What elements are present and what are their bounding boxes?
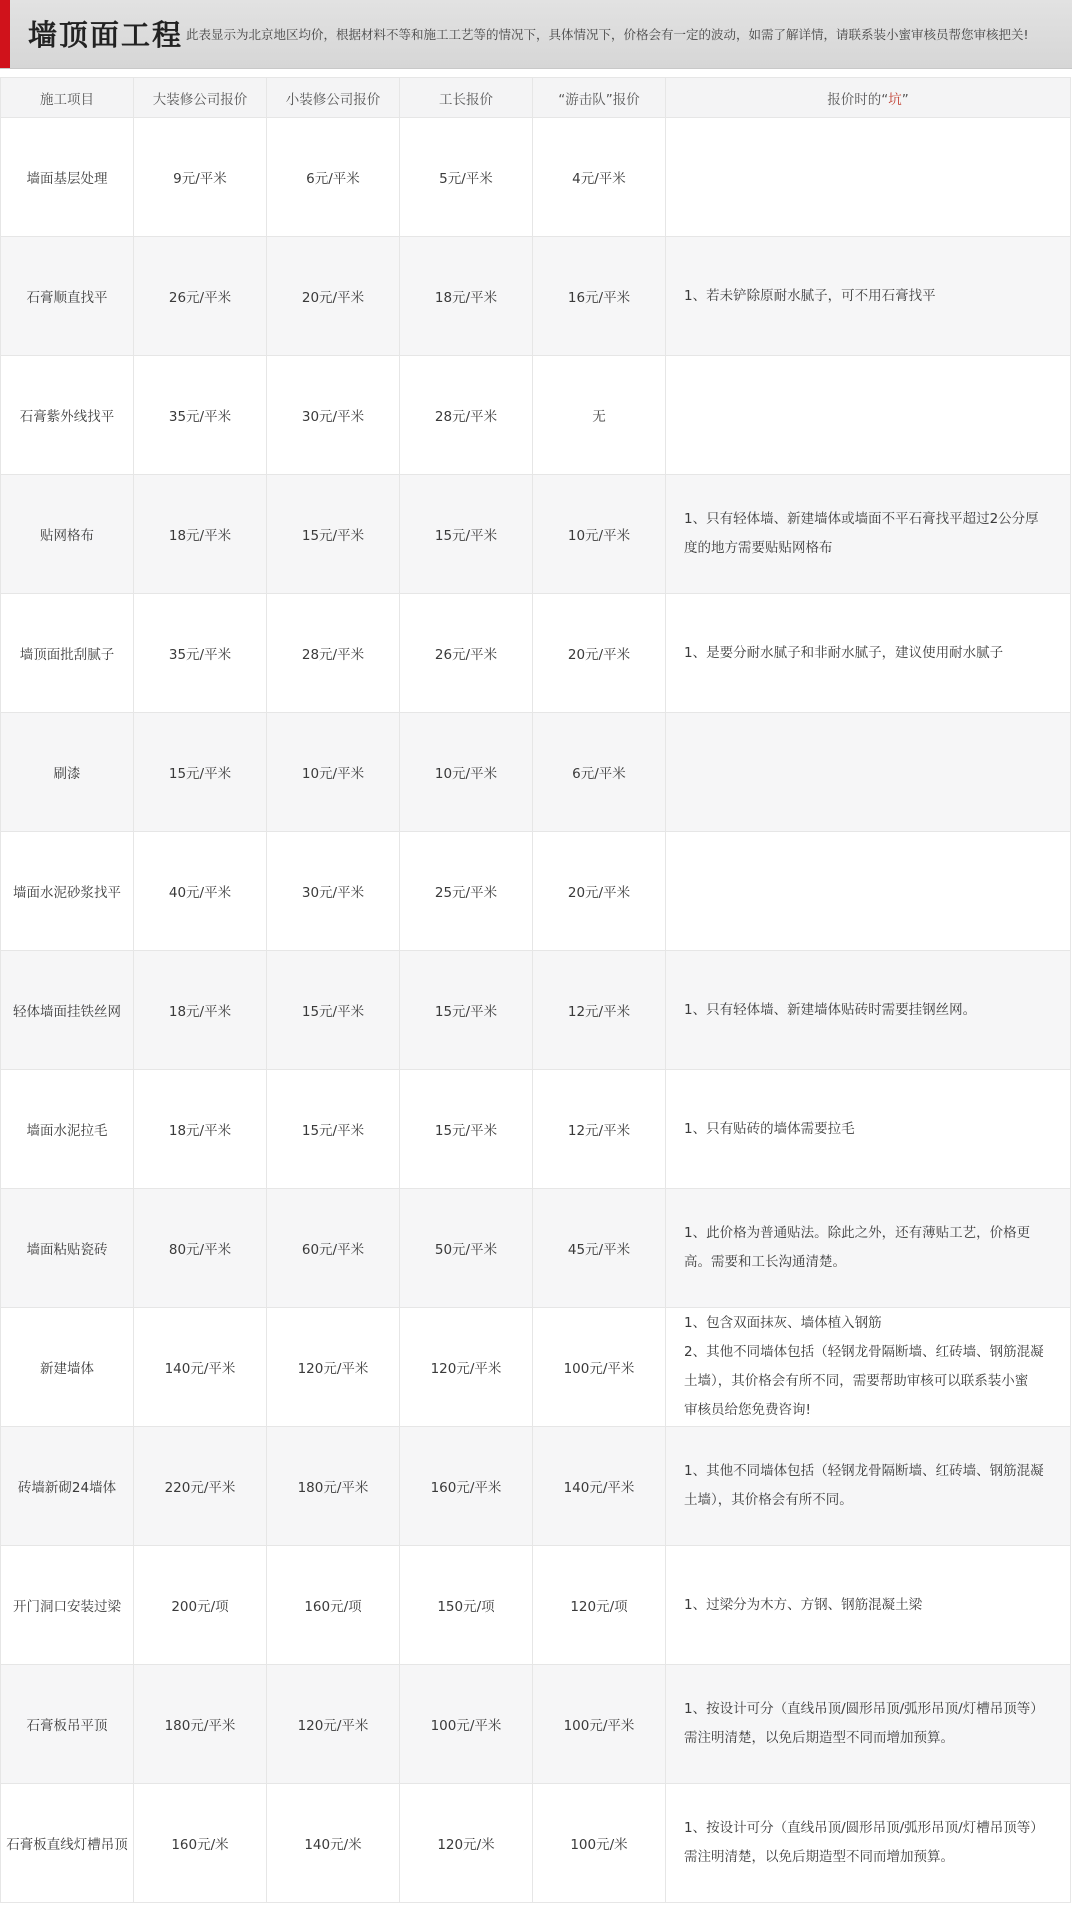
page-right-margin	[1072, 0, 1080, 1912]
row-price-foreman: 10元/平米	[400, 713, 533, 832]
col-header-item: 施工项目	[1, 78, 134, 118]
row-price-guerrilla: 6元/平米	[533, 713, 666, 832]
row-pitfall-note: 1、是要分耐水腻子和非耐水腻子，建议使用耐水腻子	[666, 594, 1071, 713]
row-price-foreman: 15元/平米	[400, 475, 533, 594]
row-price-small-company: 120元/平米	[267, 1665, 400, 1784]
row-item-name: 墙面粘贴瓷砖	[1, 1189, 134, 1308]
row-price-big-company: 35元/平米	[134, 594, 267, 713]
row-price-foreman: 50元/平米	[400, 1189, 533, 1308]
row-price-guerrilla: 100元/平米	[533, 1665, 666, 1784]
row-item-name: 石膏紫外线找平	[1, 356, 134, 475]
row-pitfall-note	[666, 713, 1071, 832]
row-item-name: 刷漆	[1, 713, 134, 832]
row-price-guerrilla: 140元/平米	[533, 1427, 666, 1546]
row-price-foreman: 5元/平米	[400, 118, 533, 237]
row-price-big-company: 40元/平米	[134, 832, 267, 951]
row-price-big-company: 18元/平米	[134, 475, 267, 594]
row-item-name: 墙面基层处理	[1, 118, 134, 237]
row-item-name: 墙面水泥砂浆找平	[1, 832, 134, 951]
table-row	[1, 832, 1071, 951]
table-header-row	[1, 78, 1071, 118]
row-price-big-company: 80元/平米	[134, 1189, 267, 1308]
row-price-small-company: 180元/平米	[267, 1427, 400, 1546]
col-header-small-company: 小装修公司报价	[267, 78, 400, 118]
row-price-guerrilla: 20元/平米	[533, 832, 666, 951]
row-price-guerrilla: 16元/平米	[533, 237, 666, 356]
row-pitfall-note: 1、此价格为普通贴法。除此之外，还有薄贴工艺，价格更 高。需要和工长沟通清楚。	[666, 1189, 1071, 1308]
row-item-name: 墙面水泥拉毛	[1, 1070, 134, 1189]
row-price-small-company: 160元/项	[267, 1546, 400, 1665]
price-table	[0, 77, 1071, 1903]
row-price-big-company: 35元/平米	[134, 356, 267, 475]
row-price-small-company: 10元/平米	[267, 713, 400, 832]
row-item-name: 开门洞口安装过梁	[1, 1546, 134, 1665]
row-pitfall-note: 1、包含双面抹灰、墙体植入钢筋 2、其他不同墙体包括（轻钢龙骨隔断墙、红砖墙、钢筋混凝 土墙），其价格会有所不同，需要帮助审核可以联系装小蜜 审核员给您免费咨询!	[666, 1308, 1071, 1427]
row-price-guerrilla: 10元/平米	[533, 475, 666, 594]
notes-header-prefix: 报价时的“	[827, 91, 889, 108]
row-price-guerrilla: 45元/平米	[533, 1189, 666, 1308]
row-price-big-company: 180元/平米	[134, 1665, 267, 1784]
table-row	[1, 1784, 1071, 1903]
row-price-foreman: 150元/项	[400, 1546, 533, 1665]
row-price-foreman: 15元/平米	[400, 1070, 533, 1189]
row-item-name: 砖墙新砌24墙体	[1, 1427, 134, 1546]
row-pitfall-note: 1、按设计可分（直线吊顶/圆形吊顶/弧形吊顶/灯槽吊顶等） 需注明清楚，以免后期造型不同而增加预算。	[666, 1784, 1071, 1903]
notes-header-suffix: ”	[901, 91, 909, 108]
row-price-small-company: 20元/平米	[267, 237, 400, 356]
row-price-foreman: 26元/平米	[400, 594, 533, 713]
row-price-guerrilla: 12元/平米	[533, 951, 666, 1070]
table-row	[1, 1070, 1071, 1189]
row-price-big-company: 140元/平米	[134, 1308, 267, 1427]
row-price-foreman: 28元/平米	[400, 356, 533, 475]
row-pitfall-note: 1、只有轻体墙、新建墙体贴砖时需要挂钢丝网。	[666, 951, 1071, 1070]
table-row	[1, 1546, 1071, 1665]
row-price-foreman: 120元/平米	[400, 1308, 533, 1427]
table-row	[1, 1189, 1071, 1308]
row-price-guerrilla: 120元/项	[533, 1546, 666, 1665]
row-price-big-company: 26元/平米	[134, 237, 267, 356]
col-header-foreman: 工长报价	[400, 78, 533, 118]
row-price-big-company: 220元/平米	[134, 1427, 267, 1546]
row-price-small-company: 15元/平米	[267, 475, 400, 594]
row-pitfall-note: 1、按设计可分（直线吊顶/圆形吊顶/弧形吊顶/灯槽吊顶等） 需注明清楚，以免后期造型不同而增加预算。	[666, 1665, 1071, 1784]
row-pitfall-note: 1、过梁分为木方、方钢、钢筋混凝土梁	[666, 1546, 1071, 1665]
row-price-guerrilla: 12元/平米	[533, 1070, 666, 1189]
row-price-small-company: 30元/平米	[267, 832, 400, 951]
table-row	[1, 356, 1071, 475]
table-row	[1, 475, 1071, 594]
section-header	[0, 0, 1072, 69]
row-price-big-company: 18元/平米	[134, 1070, 267, 1189]
row-price-foreman: 100元/平米	[400, 1665, 533, 1784]
table-row	[1, 237, 1071, 356]
row-price-small-company: 6元/平米	[267, 118, 400, 237]
col-header-big-company: 大装修公司报价	[134, 78, 267, 118]
row-price-small-company: 15元/平米	[267, 951, 400, 1070]
row-price-small-company: 140元/米	[267, 1784, 400, 1903]
region-price-note: 此表显示为北京地区均价，根据材料不等和施工工艺等的情况下，具体情况下，价格会有一定的波动，如需了解详情，请联系装小蜜审核员帮您审核把关!	[186, 27, 1029, 42]
table-row	[1, 713, 1071, 832]
row-item-name: 轻体墙面挂铁丝网	[1, 951, 134, 1070]
row-price-small-company: 30元/平米	[267, 356, 400, 475]
table-row	[1, 594, 1071, 713]
table-row	[1, 1308, 1071, 1427]
row-item-name: 石膏顺直找平	[1, 237, 134, 356]
row-pitfall-note	[666, 118, 1071, 237]
row-pitfall-note	[666, 832, 1071, 951]
row-price-guerrilla: 100元/平米	[533, 1308, 666, 1427]
row-price-big-company: 15元/平米	[134, 713, 267, 832]
row-item-name: 石膏板直线灯槽吊顶	[1, 1784, 134, 1903]
row-price-guerrilla: 4元/平米	[533, 118, 666, 237]
section-title: 墙顶面工程	[28, 18, 184, 52]
row-pitfall-note: 1、其他不同墙体包括（轻钢龙骨隔断墙、红砖墙、钢筋混凝 土墙），其价格会有所不同。	[666, 1427, 1071, 1546]
header-accent-bar	[0, 0, 10, 68]
row-item-name: 墙顶面批刮腻子	[1, 594, 134, 713]
row-price-small-company: 15元/平米	[267, 1070, 400, 1189]
col-header-notes	[666, 78, 1071, 118]
row-price-foreman: 160元/平米	[400, 1427, 533, 1546]
row-pitfall-note	[666, 356, 1071, 475]
notes-header-highlight: 坑	[888, 91, 902, 108]
col-header-guerrilla: “游击队”报价	[533, 78, 666, 118]
row-price-foreman: 120元/米	[400, 1784, 533, 1903]
row-price-foreman: 25元/平米	[400, 832, 533, 951]
row-price-big-company: 160元/米	[134, 1784, 267, 1903]
row-price-foreman: 15元/平米	[400, 951, 533, 1070]
row-price-big-company: 9元/平米	[134, 118, 267, 237]
row-price-small-company: 28元/平米	[267, 594, 400, 713]
row-item-name: 石膏板吊平顶	[1, 1665, 134, 1784]
row-price-big-company: 18元/平米	[134, 951, 267, 1070]
row-item-name: 新建墙体	[1, 1308, 134, 1427]
row-price-foreman: 18元/平米	[400, 237, 533, 356]
table-row	[1, 951, 1071, 1070]
row-price-big-company: 200元/项	[134, 1546, 267, 1665]
row-item-name: 贴网格布	[1, 475, 134, 594]
row-price-small-company: 60元/平米	[267, 1189, 400, 1308]
row-price-small-company: 120元/平米	[267, 1308, 400, 1427]
row-pitfall-note: 1、只有贴砖的墙体需要拉毛	[666, 1070, 1071, 1189]
row-pitfall-note: 1、若未铲除原耐水腻子，可不用石膏找平	[666, 237, 1071, 356]
row-price-guerrilla: 20元/平米	[533, 594, 666, 713]
row-price-guerrilla: 100元/米	[533, 1784, 666, 1903]
table-row	[1, 1665, 1071, 1784]
table-row	[1, 1427, 1071, 1546]
row-pitfall-note: 1、只有轻体墙、新建墙体或墙面不平石膏找平超过2公分厚 度的地方需要贴贴网格布	[666, 475, 1071, 594]
table-row	[1, 118, 1071, 237]
row-price-guerrilla: 无	[533, 356, 666, 475]
